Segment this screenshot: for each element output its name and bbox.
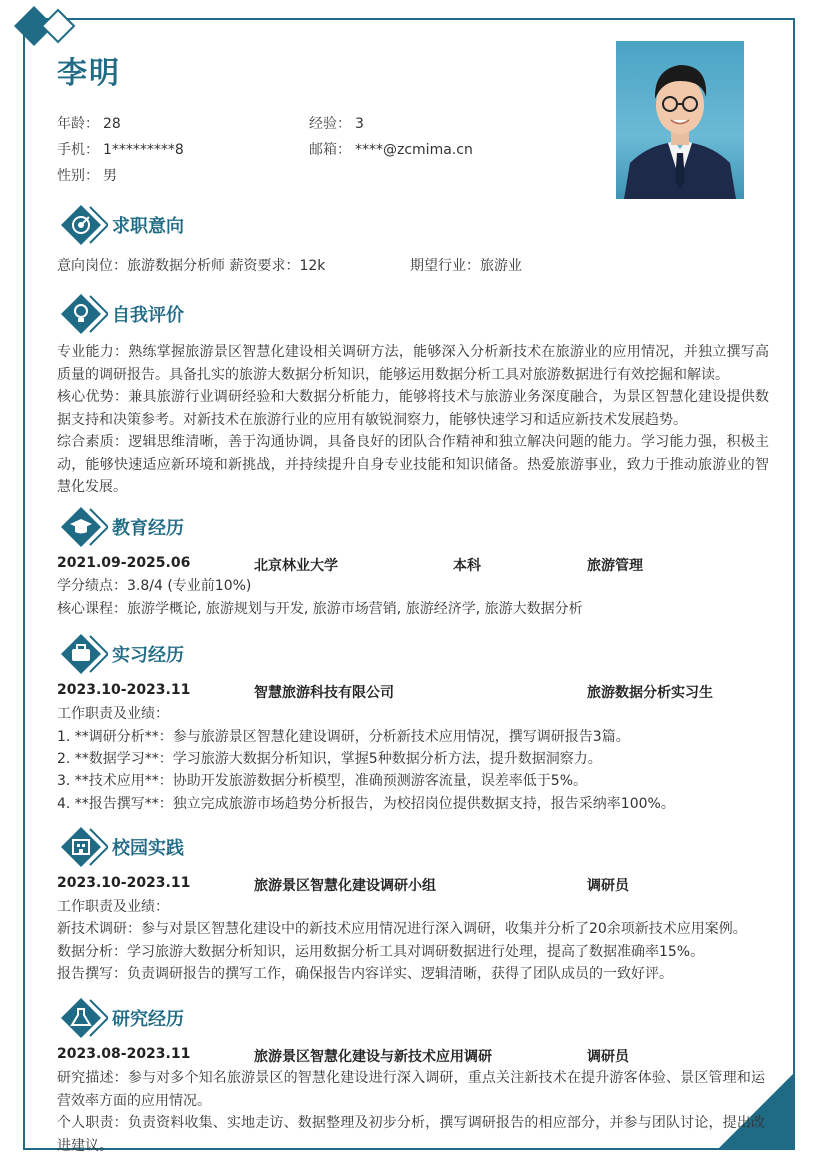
education-school: 北京林业大学 <box>254 558 338 574</box>
email-value: ****@zcmima.cn <box>355 142 473 158</box>
section-title-intent: 求职意向 <box>112 216 184 237</box>
internship-item: 2. **数据学习**：学习旅游大数据分析知识，掌握5种数据分析方法，提升数据洞察力。 <box>57 751 602 767</box>
internship-role: 旅游数据分析实习生 <box>587 685 713 701</box>
campus-duty-label: 工作职责及业绩： <box>57 899 169 915</box>
campus-org: 旅游景区智慧化建设调研小组 <box>254 878 436 894</box>
research-paragraph <box>57 1067 765 1157</box>
section-title-self-eval: 自我评价 <box>112 305 184 326</box>
campus-role: 调研员 <box>587 878 629 894</box>
section-title-internship: 实习经历 <box>112 645 184 666</box>
profile-photo <box>616 41 744 199</box>
research-date: 2023.08-2023.11 <box>57 1046 191 1062</box>
internship-item: 1. **调研分析**：参与旅游景区智慧化建设调研，分析新技术应用情况，撰写调研报告3篇。 <box>57 729 630 745</box>
internship-item: 4. **报告撰写**：独立完成旅游市场趋势分析报告，为校招岗位提供数据支持，报告采纳率100%。 <box>57 796 675 812</box>
building-icon <box>60 826 108 868</box>
phone-value: 1*********8 <box>103 142 184 158</box>
age-field <box>57 113 121 133</box>
campus-item: 新技术调研：参与对景区智慧化建设中的新技术应用情况进行深入调研，收集并分析了20余项新技术应用案例。 <box>57 921 747 937</box>
self-eval-paragraph <box>57 341 769 499</box>
internship-duty-label: 工作职责及业绩： <box>57 706 169 722</box>
corner-diamond-decoration <box>8 4 88 48</box>
graduation-cap-icon <box>60 506 108 548</box>
self-eval-advantage: 核心优势：兼具旅游行业调研经验和大数据分析能力，能够将技术与旅游业务深度融合，为景区智慧化建设提供数据支持和决策参考。对新技术在旅游行业的应用有敏锐洞察力，能够快速学习和适应新技术发展趋势。 <box>57 389 769 428</box>
section-title-campus: 校园实践 <box>112 838 184 859</box>
gender-value: 男 <box>103 168 117 184</box>
experience-label: 经验： <box>309 116 351 132</box>
intent-industry: 期望行业：旅游业 <box>410 258 522 274</box>
intent-position-salary: 意向岗位：旅游数据分析师 薪资要求：12k <box>57 258 326 274</box>
email-label: 邮箱： <box>309 142 351 158</box>
internship-item: 3. **技术应用**：协助开发旅游数据分析模型，准确预测游客流量，误差率低于5%。 <box>57 773 588 789</box>
section-title-research: 研究经历 <box>112 1009 184 1030</box>
phone-label: 手机： <box>57 142 99 158</box>
campus-date: 2023.10-2023.11 <box>57 875 191 891</box>
education-degree: 本科 <box>453 558 481 574</box>
email-field <box>309 139 473 159</box>
target-icon <box>60 204 108 246</box>
age-label: 年龄： <box>57 116 99 132</box>
phone-field <box>57 139 184 159</box>
self-eval-quality: 综合素质：逻辑思维清晰，善于沟通协调，具备良好的团队合作精神和独立解决问题的能力。学习能力强，积极主动，能够快速适应新环境和新挑战，并持续提升自身专业技能和知识储备。热爱旅游事业，致力于推动旅游业的智慧化发展。 <box>57 434 769 495</box>
briefcase-icon <box>60 633 108 675</box>
education-gpa: 学分绩点：3.8/4 (专业前10%) <box>57 578 252 594</box>
age-value: 28 <box>103 116 121 132</box>
internship-date: 2023.10-2023.11 <box>57 682 191 698</box>
campus-item: 数据分析：学习旅游大数据分析知识，运用数据分析工具对调研数据进行处理，提高了数据准确率15%。 <box>57 944 705 960</box>
flask-icon <box>60 997 108 1039</box>
research-duties: 个人职责：负责资料收集、实地走访、数据整理及初步分析，撰写调研报告的相应部分，并参与团队讨论，提出改进建议。 <box>57 1115 765 1154</box>
education-date: 2021.09-2025.06 <box>57 555 191 571</box>
education-major: 旅游管理 <box>587 558 643 574</box>
gender-label: 性别： <box>57 168 99 184</box>
education-courses: 核心课程：旅游学概论, 旅游规划与开发, 旅游市场营销, 旅游经济学, 旅游大数据分析 <box>57 601 583 617</box>
research-role: 调研员 <box>587 1049 629 1065</box>
self-eval-professional: 专业能力：熟练掌握旅游景区智慧化建设相关调研方法，能够深入分析新技术在旅游业的应用情况，并独立撰写高质量的调研报告。具备扎实的旅游大数据分析知识，能够运用数据分析工具对旅游数据进行有效挖掘和解读。 <box>57 344 769 383</box>
research-description: 研究描述：参与对多个知名旅游景区的智慧化建设进行深入调研，重点关注新技术在提升游客体验、景区管理和运营效率方面的应用情况。 <box>57 1070 765 1109</box>
lightbulb-icon <box>60 293 108 335</box>
experience-field <box>309 113 364 133</box>
experience-value: 3 <box>355 116 364 132</box>
candidate-name: 李明 <box>57 56 121 91</box>
internship-company: 智慧旅游科技有限公司 <box>254 685 394 701</box>
section-title-education: 教育经历 <box>112 518 184 539</box>
intent-line <box>57 255 767 278</box>
gender-field <box>57 165 117 185</box>
campus-item: 报告撰写：负责调研报告的撰写工作，确保报告内容详实、逻辑清晰，获得了团队成员的一致好评。 <box>57 966 673 982</box>
research-project: 旅游景区智慧化建设与新技术应用调研 <box>254 1049 492 1065</box>
